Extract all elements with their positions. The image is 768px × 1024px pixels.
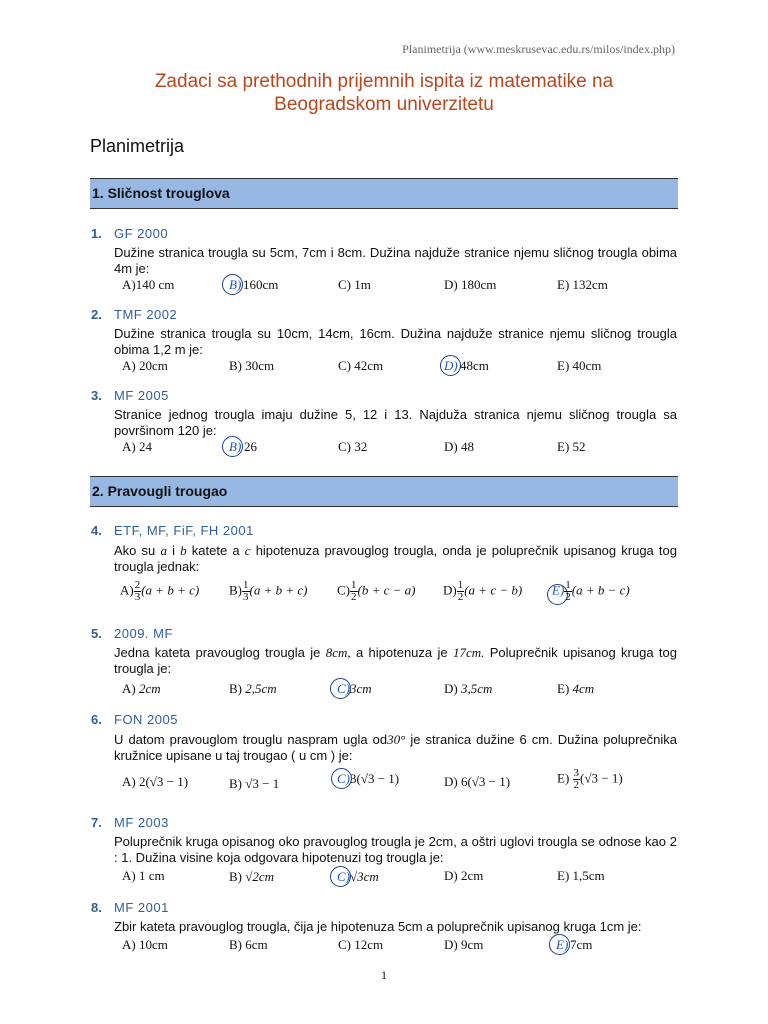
- answer-a: A) 20cm: [122, 358, 168, 373]
- answer-b: B) $\frac{1}{3}$ (a + b + c): [229, 579, 308, 603]
- answer-e-letter: E): [556, 937, 569, 952]
- answer-d: D) 180cm: [444, 277, 497, 292]
- problem-source: MF 2003: [114, 815, 169, 830]
- answer-a: A) $\frac{2}{3}$ (a + b + c): [120, 579, 200, 603]
- answer-c: C) 42cm: [338, 358, 384, 373]
- problem-number: 8.: [91, 900, 102, 915]
- document-title: [90, 70, 678, 116]
- answer-a: A) 10cm: [122, 937, 168, 952]
- answer-d: D) 2cm: [444, 868, 484, 883]
- answer-c: C) $\frac{1}{2}$ (b + c − a): [337, 579, 416, 603]
- problem-text: Stranice jednog trougla imaju dužine 5, 12 i 13. Najduža stranica njemu sličnog trougla sa površinom 120 je:: [114, 407, 677, 438]
- problem-source: MF 2001: [114, 900, 169, 915]
- answer-d: D) 9cm: [444, 937, 484, 952]
- answer-d: D) 48: [444, 439, 474, 454]
- answer-c: C) 1m: [338, 277, 371, 292]
- problem-text: U datom pravouglom trouglu naspram ugla od30° je stranica dužine 6 cm. Dužina poluprečnika kružnice upisane u taj trougao ( u cm ) je:: [114, 732, 677, 763]
- angle-value: 30°: [387, 732, 406, 747]
- problem-text: Jedna kateta pravouglog trougla je 8cm, a hipotenuza je 17cm. Poluprečnik upisanog kruga tog trougla je:: [114, 645, 677, 676]
- answer-d-letter: D): [444, 358, 458, 373]
- answer-a: A) 1 cm: [122, 868, 165, 883]
- problem-number: 5.: [91, 626, 102, 641]
- problem-text: Poluprečnik kruga opisanog oko pravouglog trougla je 2cm, a oštri uglovi trougla se odnose kao 2 : 1. Dužina visine koja odgovara hipotenuzi tog trougla je:: [114, 834, 677, 865]
- answer-d-value: 48cm: [460, 358, 489, 373]
- problem-text: Ako su a i b katete a c hipotenuza pravouglog trougla, onda je poluprečnik upisanog kruga tog trougla jednak:: [114, 543, 678, 574]
- answer-b-letter: B): [229, 439, 242, 454]
- problem-number: 4.: [91, 523, 102, 538]
- answer-e: E) 1,5cm: [557, 868, 605, 883]
- answer-b: B) √2cm: [229, 869, 275, 884]
- answer-d: D) 3,5cm: [444, 681, 493, 696]
- page-header: Planimetrija (www.meskrusevac.edu.rs/milos/index.php): [402, 42, 675, 56]
- answer-c: C) 32: [338, 439, 368, 454]
- problem-source: GF 2000: [114, 226, 169, 241]
- answer-d: D) $\frac{1}{2}$ (a + c − b): [443, 579, 523, 603]
- answer-c: C)3cm: [337, 681, 372, 696]
- variable-b: b: [180, 543, 187, 558]
- answer-e: E) 40cm: [557, 358, 602, 373]
- answer-b-value: 160cm: [243, 277, 279, 292]
- leg-value: 8cm,: [325, 645, 351, 660]
- title-line-2: Beogradskom univerzitetu: [274, 94, 494, 115]
- problem-number: 1.: [91, 226, 102, 241]
- answer-c: C) 12cm: [338, 937, 384, 952]
- section-heading-1: 1. Sličnost trouglova: [90, 178, 678, 209]
- title-line-1: Zadaci sa prethodnih prijemnih ispita iz matematike na: [154, 71, 614, 92]
- answer-b: B) 30cm: [229, 358, 275, 373]
- problem-source: TMF 2002: [114, 307, 178, 322]
- subject-heading: Planimetrija: [90, 136, 185, 156]
- problem-source: 2009. MF: [114, 626, 173, 641]
- answer-e: E) 4cm: [557, 681, 595, 696]
- problem-text: Zbir kateta pravouglog trougla, čija je hipotenuza 5cm a poluprečnik upisanog kruga 1cm je:: [114, 919, 642, 934]
- problem-number: 6.: [91, 712, 102, 727]
- variable-a: a: [160, 543, 167, 558]
- answer-a: A) 2cm: [122, 681, 161, 696]
- problem-text: Dužine stranica trougla su 5cm, 7cm i 8cm. Dužina najduže stranice njemu sličnog trougla obima 4m je:: [114, 245, 677, 276]
- answer-b: B) √3 − 1: [229, 776, 280, 791]
- problem-number: 3.: [91, 388, 102, 403]
- answer-b-value: 26: [244, 439, 257, 454]
- answer-e-value: 7cm: [570, 937, 593, 952]
- answer-e: E) $\frac{1}{2}$ (a + b − c): [552, 579, 630, 603]
- problem-source: MF 2005: [114, 388, 169, 403]
- problem-text: Dužine stranica trougla su 10cm, 14cm, 16cm. Dužina najduže stranice njemu sličnog trougla obima 1,2 m je:: [114, 326, 677, 357]
- variable-c: c: [244, 543, 251, 558]
- problem-number: 7.: [91, 815, 102, 830]
- answer-e: E) 132cm: [557, 277, 608, 292]
- page-number: 1: [381, 968, 387, 982]
- answer-e: E) $\frac{3}{2}$ (√3 − 1): [557, 767, 623, 791]
- answer-c: C)√3cm: [337, 869, 379, 884]
- answer-a: A) 2(√3 − 1): [122, 774, 189, 789]
- section-heading-2: 2. Pravougli trougao: [90, 476, 678, 507]
- answer-a: A) 24: [122, 439, 152, 454]
- problem-source: ETF, MF, FiF, FH 2001: [114, 523, 254, 538]
- answer-a: A)140 cm: [122, 277, 175, 292]
- hypotenuse-value: 17cm.: [452, 645, 485, 660]
- answer-b: B) 6cm: [229, 937, 268, 952]
- answer-d: D) 6(√3 − 1): [444, 774, 511, 789]
- answer-e: E) 52: [557, 439, 586, 454]
- problem-source: FON 2005: [114, 712, 178, 727]
- answer-b-letter: B): [229, 277, 242, 292]
- answer-b: B) 2,5cm: [229, 681, 277, 696]
- answer-c: C)3(√3 − 1): [337, 771, 400, 786]
- problem-number: 2.: [91, 307, 102, 322]
